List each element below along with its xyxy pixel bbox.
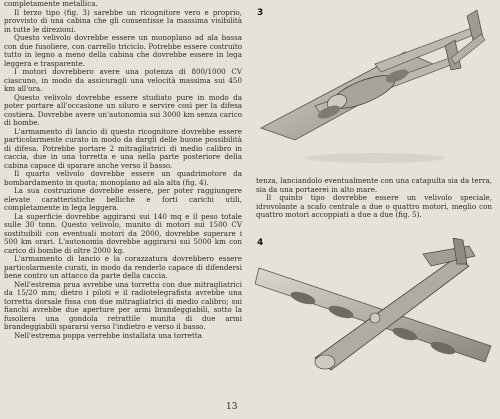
twin-boom-aircraft-illustration — [255, 8, 495, 168]
paragraph: I motori dovrebbero avere una potenza di 800/1000 CV ciascuno, in modo da assicuragli una velocità massima sui 450 km all'ora. — [4, 67, 242, 93]
paragraph: Questo velivolo dovrebbe essere studiato pure in modo da poter portare all'occasione un siluro e servire così per la difesa costiera. Dovrebbe avere un'autonomia sui 3000 km senza carico di bombe. — [4, 92, 242, 127]
figure-4 — [255, 238, 495, 398]
paragraph: Il quinto tipo dovrebbe essere un velivolo speciale, idrovolante a scafo centrale a due o quattro motori, meglio con quattro motori accoppiati a due a due (fig. 5). — [256, 193, 492, 219]
left-text-column — [4, 0, 242, 340]
paragraph: completamente metallica. — [4, 0, 98, 8]
figure-3 — [255, 8, 495, 168]
paragraph: tenza, lanciandolo eventualmente con una catapulta sia da terra, sia da una portaerei in alto mare. — [256, 176, 492, 194]
paragraph: Questo velivolo dovrebbe essere un monoplano ad ala bassa con due fusoliere, con carrello triciclo. Potrebbe essere costruito tutto in legno a meno della cabina che dovrebbe essere in lega leggera e trasparente. — [4, 33, 242, 68]
paragraph: La sua costruzione dovrebbe essere, per poter raggiungere elevate caratteristiche belliche e forti carichi utili, completamente in lega leggera. — [4, 186, 242, 212]
paragraph: Il quarto velivolo dovrebbe essere un quadrimotore da bombardamento in quota; monoplano ad ala alta (fig. 4). — [4, 169, 242, 187]
paragraph: Il terzo tipo (fig. 3) sarebbe un ricognitore vero e proprio, provvisto di una cabina che gli consentisse la massima visibilità in tutte le direzioni. — [4, 7, 242, 34]
paragraph: L'armamento di lancio e la corazzatura dovrebbero essere particolarmente curati, in modo da renderlo capace di difendersi bene contro un attacco da parte della caccia. — [4, 254, 242, 280]
figure-3-label: 3 — [257, 8, 264, 18]
four-engine-bomber-illustration — [255, 238, 495, 398]
right-text-column — [256, 177, 492, 220]
paragraph: La superficie dovrebbe aggirarsi sui 140 mq e il peso totale sulle 30 tonn. Questo velivolo, munito di motori sui 1500 CV sostituibili con eventuali motori da 2000, dovrebbe superare i 500 km orari. L'autonomia dovrebbe aggirarsi sui 5000 km con carico di bombe di oltre 2000 kg. — [4, 211, 242, 255]
page-number: 13 — [226, 402, 238, 412]
paragraph: Nell'estrema poppa verrebbe installata una torretta — [14, 330, 203, 340]
paragraph: L'armamento di lancio di questo ricognitore dovrebbe essere particolarmente curato in modo da dargli delle buone possibilità di difesa. Potrebbe portare 2 mitragliatrici di medio calibro in caccia, due in una torretta e una nella parte posteriore della cabina capace di sparare anche verso il basso. — [4, 126, 242, 170]
figure-4-label: 4 — [257, 238, 264, 248]
paragraph: Nell'estrema prua avrebbe una torretta con due mitragliatrici da 15/20 mm; dietro i piloti e il radiotelegrafista avrebbe una torretta dorsale fissa con due mitragliatrici di medio calibro; sui fianchi avrebbe due aperture per armi brandeggiabili, sotto la fusoliera una gondola retrattile munita di due armi brandeggiabili spararsi verso l'indietro e verso il basso. — [4, 279, 242, 331]
